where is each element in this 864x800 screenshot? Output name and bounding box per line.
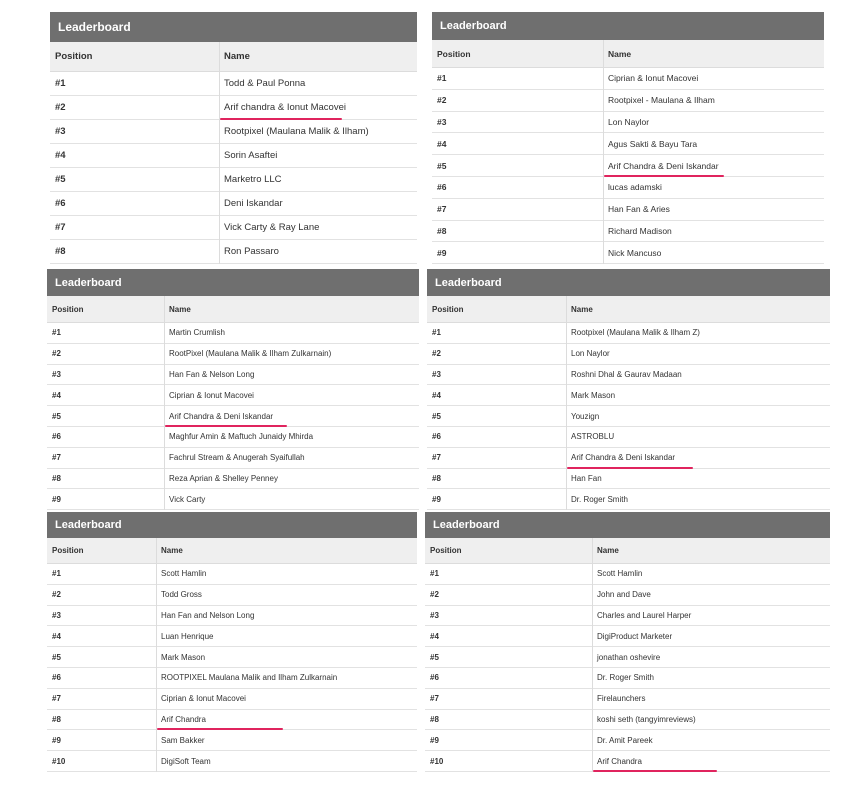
table-row <box>50 240 417 264</box>
row-name: Arif Chandra <box>161 714 206 724</box>
row-position: #3 <box>55 126 66 137</box>
row-position: #2 <box>437 95 447 106</box>
row-name: Maghfur Amin & Maftuch Junaidy Mhirda <box>169 432 314 442</box>
column-divider <box>592 538 593 772</box>
row-position: #4 <box>52 631 61 641</box>
row-name: Scott Hamlin <box>161 569 207 579</box>
row-position: #3 <box>432 369 441 379</box>
table-row <box>47 730 417 751</box>
row-name: Rootpixel - Maulana & Ilham <box>608 95 715 106</box>
row-name: jonathan oshevire <box>597 652 661 662</box>
row-name: Rootpixel (Maulana Malik & Ilham Z) <box>571 328 700 338</box>
leaderboard-panel <box>50 12 417 264</box>
column-divider <box>603 40 604 264</box>
column-header-position: Position <box>430 546 462 555</box>
row-name: Mark Mason <box>571 390 616 400</box>
row-name: Ciprian & Ionut Macovei <box>169 390 254 400</box>
row-position: #6 <box>432 432 441 442</box>
table-row <box>50 168 417 192</box>
table-row <box>432 155 824 177</box>
table-row <box>425 668 830 689</box>
leaderboard-title: Leaderboard <box>50 12 417 42</box>
row-name: Lon Naylor <box>608 116 650 127</box>
row-position: #4 <box>55 150 66 161</box>
row-name: RootPixel (Maulana Malik & Ilham Zulkarnain) <box>169 349 332 359</box>
row-position: #9 <box>437 247 447 258</box>
row-name: Arif Chandra <box>597 756 642 766</box>
row-name: Youzign <box>571 411 600 421</box>
row-position: #8 <box>52 473 61 483</box>
table-row <box>47 469 419 490</box>
row-position: #8 <box>437 225 447 236</box>
table-row <box>432 242 824 264</box>
row-position: #4 <box>437 138 447 149</box>
row-name: John and Dave <box>597 590 651 600</box>
row-position: #7 <box>55 222 66 233</box>
table-row <box>47 585 417 606</box>
row-name: Todd Gross <box>161 590 202 600</box>
row-name: Sam Bakker <box>161 735 205 745</box>
row-name: Roshni Dhal & Gaurav Madaan <box>571 369 682 379</box>
row-position: #3 <box>430 610 439 620</box>
row-position: #5 <box>52 652 61 662</box>
row-position: #6 <box>437 182 447 193</box>
row-position: #1 <box>55 78 66 89</box>
table-row <box>432 221 824 243</box>
row-name: Ciprian & Ionut Macovei <box>161 694 246 704</box>
row-name: Arif chandra & Ionut Macovei <box>224 102 346 113</box>
row-position: #6 <box>55 198 66 209</box>
row-name: Martin Crumlish <box>169 328 226 338</box>
leaderboard-rows <box>50 72 417 264</box>
row-name: ROOTPIXEL Maulana Malik and Ilham Zulkarnain <box>161 673 338 683</box>
table-row <box>50 96 417 120</box>
row-position: #9 <box>432 494 441 504</box>
table-row <box>47 710 417 731</box>
table-row <box>432 177 824 199</box>
leaderboard-panel <box>427 269 830 510</box>
row-name: lucas adamski <box>608 182 662 193</box>
leaderboard-rows <box>47 323 419 510</box>
row-name: Dr. Roger Smith <box>571 494 628 504</box>
table-row <box>47 626 417 647</box>
row-position: #2 <box>430 590 439 600</box>
table-row <box>425 585 830 606</box>
leaderboard-title: Leaderboard <box>427 269 830 296</box>
leaderboard-panel <box>432 12 824 264</box>
leaderboard-rows <box>432 68 824 264</box>
table-row <box>425 564 830 585</box>
row-name: Han Fan <box>571 473 602 483</box>
table-row <box>425 710 830 731</box>
table-row <box>425 689 830 710</box>
row-position: #8 <box>52 714 61 724</box>
table-row <box>427 427 830 448</box>
row-name: koshi seth (tangyimreviews) <box>597 714 696 724</box>
leaderboard-panel <box>425 512 830 772</box>
table-row <box>425 606 830 627</box>
column-header-name: Name <box>224 51 250 62</box>
table-row <box>47 406 419 427</box>
table-row <box>427 344 830 365</box>
leaderboard-panel <box>47 512 417 772</box>
row-position: #2 <box>55 102 66 113</box>
row-position: #3 <box>437 116 447 127</box>
row-name: Arif Chandra & Deni Iskandar <box>169 411 274 421</box>
row-position: #2 <box>52 349 61 359</box>
leaderboard-title: Leaderboard <box>47 269 419 296</box>
row-position: #5 <box>430 652 439 662</box>
row-name: Ciprian & Ionut Macovei <box>608 73 699 84</box>
row-name: Firelaunchers <box>597 694 646 704</box>
row-name: Vick Carty & Ray Lane <box>224 222 320 233</box>
row-name: Lon Naylor <box>571 349 610 359</box>
row-name: Han Fan and Nelson Long <box>161 610 255 620</box>
row-position: #5 <box>437 160 447 171</box>
row-position: #7 <box>430 694 439 704</box>
table-row <box>432 90 824 112</box>
table-row <box>427 385 830 406</box>
row-position: #8 <box>430 714 439 724</box>
row-position: #5 <box>55 174 66 185</box>
row-name: Dr. Amit Pareek <box>597 735 653 745</box>
row-position: #10 <box>52 756 66 766</box>
row-position: #3 <box>52 610 61 620</box>
table-row <box>50 120 417 144</box>
table-row <box>425 626 830 647</box>
column-header-position: Position <box>55 51 93 62</box>
row-name: Han Fan & Aries <box>608 204 670 215</box>
row-position: #7 <box>52 694 61 704</box>
leaderboard-title: Leaderboard <box>47 512 417 538</box>
row-position: #1 <box>52 328 61 338</box>
row-name: ASTROBLU <box>571 432 615 442</box>
table-row <box>47 751 417 772</box>
table-row <box>47 647 417 668</box>
row-name: Dr. Roger Smith <box>597 673 654 683</box>
table-row <box>47 365 419 386</box>
row-name: Scott Hamlin <box>597 569 643 579</box>
table-row <box>50 216 417 240</box>
table-row <box>427 323 830 344</box>
table-row <box>47 427 419 448</box>
highlight-underline <box>593 770 717 772</box>
column-header-row <box>425 538 830 564</box>
row-name: Sorin Asaftei <box>224 150 278 161</box>
leaderboard-title: Leaderboard <box>432 12 824 40</box>
row-position: #1 <box>52 569 61 579</box>
row-position: #7 <box>52 453 61 463</box>
column-divider <box>566 296 567 510</box>
table-row <box>47 564 417 585</box>
row-position: #2 <box>52 590 61 600</box>
row-position: #6 <box>430 673 439 683</box>
row-position: #9 <box>430 735 439 745</box>
column-header-name: Name <box>169 304 191 314</box>
row-position: #3 <box>52 369 61 379</box>
row-position: #1 <box>437 73 447 84</box>
table-row <box>47 448 419 469</box>
table-row <box>47 385 419 406</box>
row-position: #7 <box>432 453 441 463</box>
table-row <box>432 133 824 155</box>
column-header-position: Position <box>52 546 84 555</box>
row-position: #5 <box>432 411 441 421</box>
row-name: Rootpixel (Maulana Malik & Ilham) <box>224 126 369 137</box>
table-row <box>427 448 830 469</box>
row-position: #5 <box>52 411 61 421</box>
row-name: Charles and Laurel Harper <box>597 610 692 620</box>
row-position: #4 <box>52 390 61 400</box>
row-position: #1 <box>430 569 439 579</box>
table-row <box>427 469 830 490</box>
table-row <box>425 730 830 751</box>
row-position: #7 <box>437 204 447 215</box>
table-row <box>47 344 419 365</box>
row-position: #4 <box>432 390 441 400</box>
table-row <box>50 192 417 216</box>
table-row <box>427 489 830 510</box>
table-row <box>427 406 830 427</box>
column-divider <box>164 296 165 510</box>
table-row <box>50 144 417 168</box>
column-header-row <box>47 538 417 564</box>
row-position: #6 <box>52 673 61 683</box>
table-row <box>425 647 830 668</box>
column-header-row <box>47 296 419 323</box>
table-row <box>432 199 824 221</box>
table-row <box>47 689 417 710</box>
column-header-name: Name <box>597 546 619 555</box>
row-name: Todd & Paul Ponna <box>224 78 306 89</box>
column-header-row <box>427 296 830 323</box>
row-name: Deni Iskandar <box>224 198 283 209</box>
row-position: #8 <box>432 473 441 483</box>
column-header-name: Name <box>608 48 632 59</box>
row-name: Richard Madison <box>608 225 672 236</box>
row-position: #9 <box>52 494 61 504</box>
row-name: Luan Henrique <box>161 631 214 641</box>
row-name: Ron Passaro <box>224 246 279 257</box>
row-name: Nick Mancuso <box>608 247 662 258</box>
table-row <box>47 489 419 510</box>
column-header-position: Position <box>432 304 464 314</box>
column-header-name: Name <box>161 546 183 555</box>
row-name: Fachrul Stream & Anugerah Syaifullah <box>169 453 305 463</box>
row-name: Marketro LLC <box>224 174 282 185</box>
table-row <box>47 323 419 344</box>
leaderboard-rows <box>47 564 417 772</box>
table-row <box>47 668 417 689</box>
row-name: Arif Chandra & Deni Iskandar <box>571 453 676 463</box>
column-header-position: Position <box>437 48 471 59</box>
table-row <box>425 751 830 772</box>
row-position: #9 <box>52 735 61 745</box>
table-row <box>427 365 830 386</box>
row-name: Reza Aprian & Shelley Penney <box>169 473 278 483</box>
row-position: #4 <box>430 631 439 641</box>
row-name: Mark Mason <box>161 652 206 662</box>
row-position: #10 <box>430 756 444 766</box>
leaderboard-title: Leaderboard <box>425 512 830 538</box>
row-position: #8 <box>55 246 66 257</box>
row-name: Arif Chandra & Deni Iskandar <box>608 160 719 171</box>
leaderboard-rows <box>427 323 830 510</box>
row-position: #6 <box>52 432 61 442</box>
row-name: Han Fan & Nelson Long <box>169 369 255 379</box>
row-position: #1 <box>432 328 441 338</box>
row-position: #2 <box>432 349 441 359</box>
table-row <box>432 112 824 134</box>
table-row <box>47 606 417 627</box>
table-row <box>432 68 824 90</box>
row-name: Agus Sakti & Bayu Tara <box>608 138 698 149</box>
column-divider <box>156 538 157 772</box>
column-divider <box>219 42 220 264</box>
row-name: Vick Carty <box>169 494 206 504</box>
column-header-name: Name <box>571 304 593 314</box>
row-name: DigiSoft Team <box>161 756 211 766</box>
row-name: DigiProduct Marketer <box>597 631 673 641</box>
leaderboard-panel <box>47 269 419 510</box>
column-header-row <box>50 42 417 72</box>
column-header-row <box>432 40 824 68</box>
leaderboard-rows <box>425 564 830 772</box>
column-header-position: Position <box>52 304 84 314</box>
table-row <box>50 72 417 96</box>
